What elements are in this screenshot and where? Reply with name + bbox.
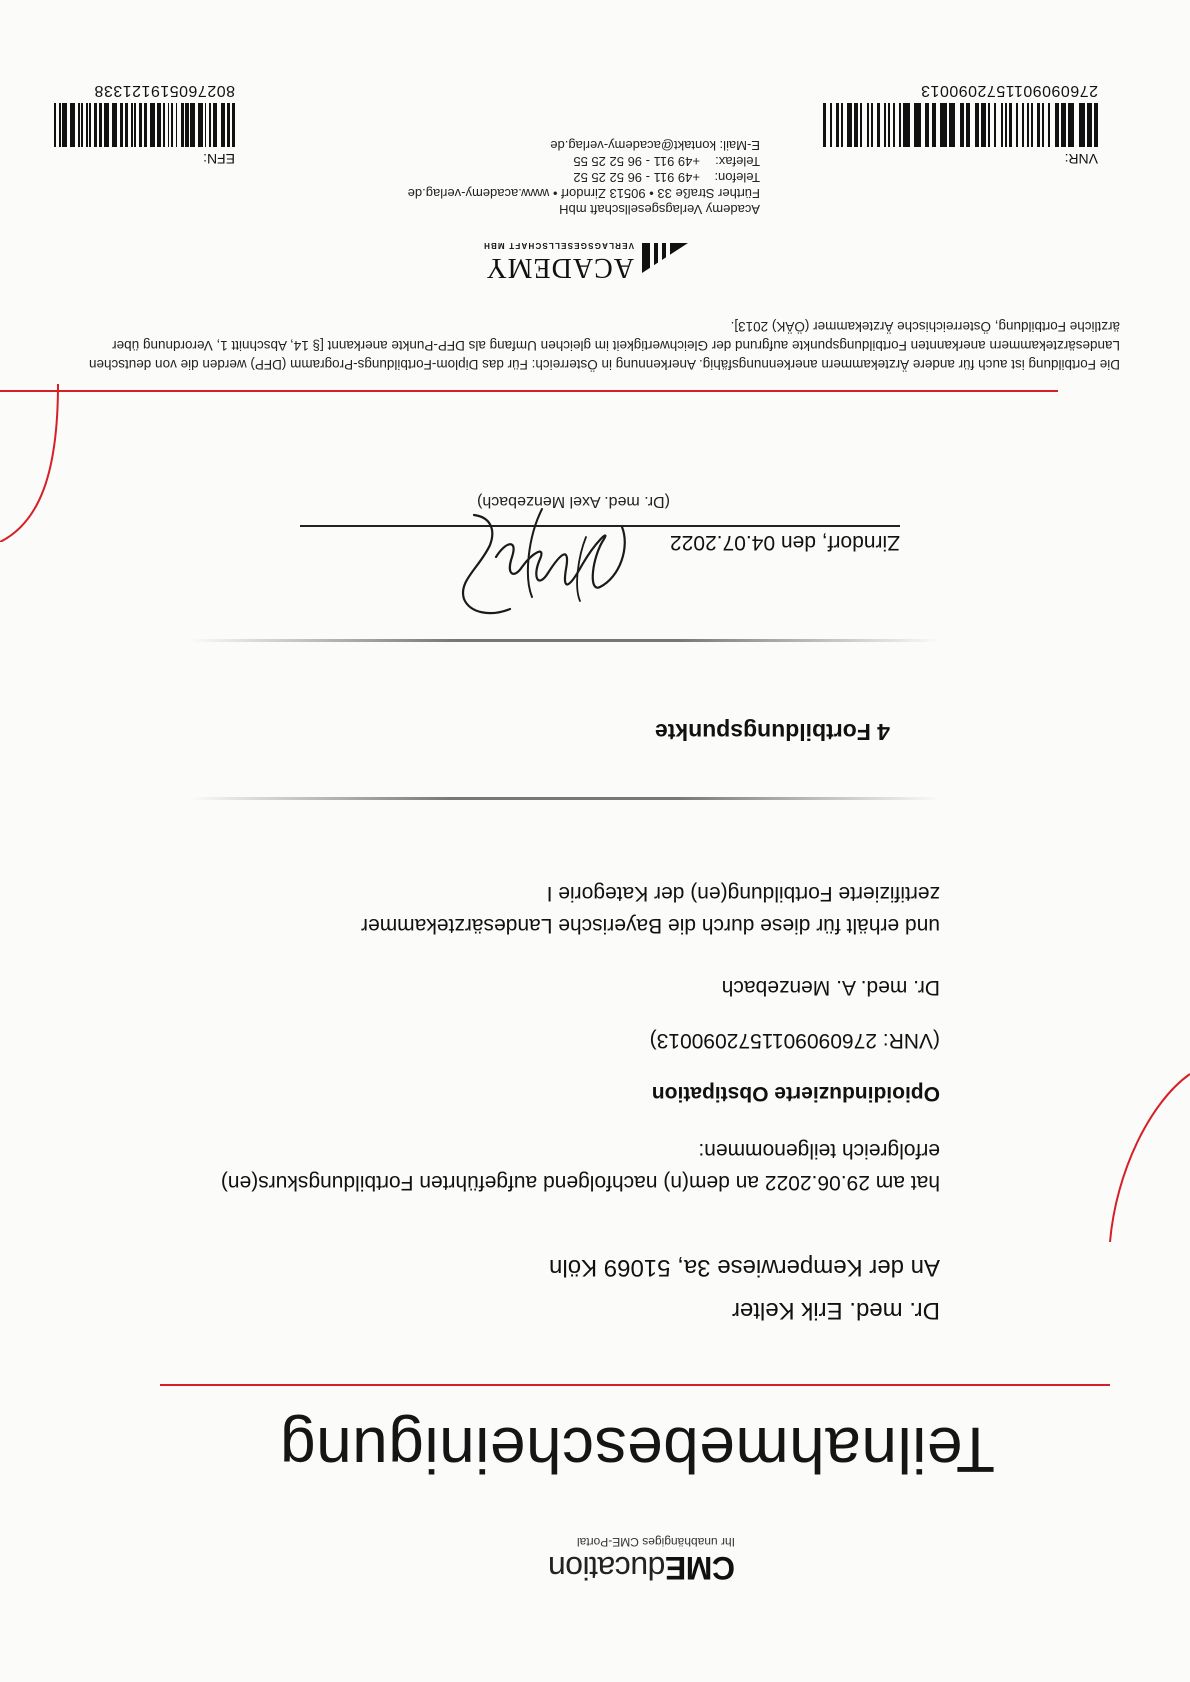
barcode-gap: [1092, 103, 1094, 147]
barcode-bar: [213, 103, 218, 147]
barcode-gap: [839, 103, 841, 147]
barcode-gap: [61, 103, 63, 147]
barcode-gap: [1029, 103, 1031, 147]
barcode-gap: [979, 103, 981, 147]
barcode-gap: [147, 103, 150, 147]
barcode-bar: [198, 103, 203, 147]
fax-number: +49 911 - 96 52 25 55: [573, 154, 700, 169]
barcode-bar: [120, 103, 123, 147]
barcode-bar: [139, 103, 142, 147]
barcode-bar: [1048, 103, 1050, 147]
vnr-barcode-block: [818, 81, 1098, 167]
barcode-bar: [99, 103, 102, 147]
barcode-gap: [102, 103, 104, 147]
barcode-gap: [1085, 103, 1087, 147]
barcode-bar: [836, 103, 838, 147]
course-title: Opioidinduzierte Obstipation: [651, 1082, 940, 1105]
barcode-gap: [117, 103, 120, 147]
barcode-bar: [81, 103, 83, 147]
barcode-bar: [899, 103, 901, 147]
barcode-gap: [128, 103, 131, 147]
barcode-bar: [884, 103, 886, 147]
logo-cme-text: CME: [665, 1550, 735, 1586]
barcode-gap: [80, 103, 82, 147]
barcode-bar: [209, 103, 211, 147]
legal-note: Die Fortbildung ist auch für andere Ärztekammern anerkennungsfähig. Anerkennung in Österreich: Für das Diplom-Fortbildungs-Programm (DFP) werden die von deutschen Landesärztekammern anerkannten Fortbildungspunkte aufgrund der Gleichwertigkeit im gleichen Umfang als DFP-Punkte anerkannt [§ 14, Abschnitt 1, Verordnung über ärztliche Fortbildung, Österreichische Ärztekammer (ÖÄK) 2013].: [89, 319, 1120, 372]
barcode-gap: [832, 103, 836, 147]
efn-barcode-block: [50, 81, 235, 167]
cme-education-logo: [435, 1535, 735, 1585]
barcode-bar: [867, 103, 869, 147]
barcode-bar: [1061, 103, 1065, 147]
barcode-bar: [893, 103, 895, 147]
barcode-gap: [1074, 103, 1078, 147]
barcode-bar: [70, 103, 75, 147]
points-awarded: 4 Fortbildungspunkte: [654, 719, 890, 745]
barcode-gap: [155, 103, 157, 147]
barcode-bar: [932, 103, 936, 147]
barcode-bar: [871, 103, 873, 147]
barcode-gap: [1044, 103, 1048, 147]
barcode-bar: [975, 103, 979, 147]
barcode-gap: [910, 103, 914, 147]
logo-education-text: ducation: [548, 1550, 666, 1586]
barcode-gap: [1050, 103, 1054, 147]
barcode-bar: [1005, 103, 1007, 147]
barcode-gap: [195, 103, 198, 147]
barcode-gap: [964, 103, 966, 147]
barcode-gap: [862, 103, 866, 147]
barcode-gap: [936, 103, 940, 147]
barcode-bar: [1009, 103, 1011, 147]
barcode-gap: [217, 103, 220, 147]
barcode-gap: [211, 103, 213, 147]
barcode-bar: [89, 103, 91, 147]
publisher-address: Fürther Straße 33 • 90513 Zirndorf • www.academy-verlag.de: [407, 186, 760, 201]
phone-number: +49 911 - 96 52 25 52: [573, 170, 700, 185]
barcode-gap: [843, 103, 847, 147]
course-vnr: (VNR: 2760909011572090013): [649, 1029, 940, 1052]
barcode-gap: [858, 103, 860, 147]
barcode-bar: [823, 103, 825, 147]
barcode-gap: [1059, 103, 1061, 147]
portal-tagline: Ihr unabhängiges CME-Portal: [576, 1535, 735, 1549]
barcode-gap: [161, 103, 163, 147]
barcode-bar: [1055, 103, 1059, 147]
barcode-gap: [88, 103, 90, 147]
barcode-bar: [854, 103, 858, 147]
barcode-gap: [1033, 103, 1037, 147]
barcode-gap: [996, 103, 1000, 147]
barcode-bar: [914, 103, 921, 147]
barcode-gap: [990, 103, 994, 147]
barcode-bar: [1094, 103, 1098, 147]
academy-triangle-icon: [640, 241, 690, 275]
grey-divider-lower: [190, 639, 940, 642]
barcode-gap: [901, 103, 903, 147]
barcode-bar: [134, 103, 136, 147]
barcode-gap: [75, 103, 78, 147]
barcode-gap: [177, 103, 180, 147]
certificate-title: Teilnahmebescheinigung: [279, 1414, 995, 1486]
barcode-bar: [1087, 103, 1091, 147]
barcode-gap: [852, 103, 854, 147]
barcode-gap: [225, 103, 227, 147]
handwritten-signature: [440, 502, 640, 627]
barcode-gap: [929, 103, 931, 147]
barcode-bar: [847, 103, 851, 147]
vnr-barcode: [818, 103, 1098, 147]
barcode-bar: [903, 103, 910, 147]
barcode-bar: [157, 103, 162, 147]
efn-barcode: [50, 103, 235, 147]
barcode-bar: [877, 103, 879, 147]
barcode-bar: [232, 103, 235, 147]
barcode-gap: [184, 103, 186, 147]
barcode-gap: [51, 103, 54, 147]
barcode-bar: [62, 103, 67, 147]
barcode-gap: [921, 103, 925, 147]
barcode-bar: [960, 103, 964, 147]
barcode-bar: [841, 103, 843, 147]
barcode-gap: [206, 103, 209, 147]
barcode-gap: [1066, 103, 1068, 147]
barcode-bar: [144, 103, 147, 147]
barcode-bar: [949, 103, 956, 147]
barcode-bar: [86, 103, 88, 147]
barcode-bar: [171, 103, 173, 147]
barcode-gap: [123, 103, 125, 147]
barcode-bar: [988, 103, 990, 147]
red-divider-top: [160, 1384, 1110, 1386]
award-line-2: zertifizierte Fortbildung(en) der Kategorie I: [546, 882, 940, 905]
barcode-gap: [947, 103, 949, 147]
barcode-gap: [230, 103, 232, 147]
barcode-gap: [67, 103, 70, 147]
publisher-company: Academy Verlagsgesellschaft mbH: [559, 202, 760, 217]
barcode-bar: [104, 103, 109, 147]
barcode-gap: [1007, 103, 1009, 147]
publisher-contact: [320, 137, 760, 217]
barcode-bar: [888, 103, 890, 147]
recipient-name: Dr. med. Erik Kelter: [731, 1297, 940, 1324]
barcode-gap: [895, 103, 899, 147]
barcode-bar: [1001, 103, 1003, 147]
barcode-gap: [986, 103, 988, 147]
barcode-bar: [994, 103, 996, 147]
course-author: Dr. med. A. Menzebach: [721, 976, 940, 999]
barcode-gap: [165, 103, 168, 147]
red-divider-bottom: [0, 390, 1058, 392]
barcode-gap: [97, 103, 99, 147]
barcode-bar: [1079, 103, 1086, 147]
barcode-gap: [1040, 103, 1042, 147]
barcode-bar: [830, 103, 832, 147]
barcode-bar: [190, 103, 195, 147]
barcode-gap: [819, 103, 823, 147]
barcode-bar: [59, 103, 61, 147]
barcode-gap: [189, 103, 191, 147]
barcode-gap: [873, 103, 877, 147]
academy-logo-name: ACADEMY: [485, 252, 634, 283]
red-swoosh-top-left: [1100, 1072, 1190, 1242]
barcode-bar: [125, 103, 128, 147]
barcode-bar: [176, 103, 178, 147]
barcode-bar: [163, 103, 165, 147]
barcode-gap: [109, 103, 112, 147]
academy-logo: [390, 241, 690, 282]
publisher-email: E-Mail: kontakt@academy-verlag.de: [550, 138, 760, 153]
barcode-bar: [205, 103, 207, 147]
barcode-bar: [168, 103, 170, 147]
barcode-bar: [112, 103, 117, 147]
barcode-bar: [54, 103, 56, 147]
vnr-number: 2760909011572090013: [920, 82, 1098, 99]
place-and-date: Zirndorf, den 04.07.2022: [670, 531, 900, 554]
award-line-1: und erhält für diese durch die Bayerische Landesärztekammer: [361, 914, 940, 937]
barcode-gap: [955, 103, 959, 147]
barcode-gap: [1018, 103, 1022, 147]
barcode-gap: [169, 103, 171, 147]
signatory-name: (Dr. med. Axel Menzebach): [477, 493, 670, 510]
attendance-line-2: erfolgreich teilgenommen:: [698, 1139, 940, 1162]
barcode-bar: [185, 103, 188, 147]
barcode-bar: [966, 103, 970, 147]
barcode-bar: [150, 103, 155, 147]
barcode-bar: [925, 103, 929, 147]
grey-divider-upper: [190, 797, 940, 800]
barcode-bar: [1022, 103, 1024, 147]
academy-logo-subtitle: VERLAGSGESELLSCHAFT MBH: [482, 241, 634, 250]
barcode-bar: [1031, 103, 1033, 147]
barcode-gap: [133, 103, 135, 147]
barcode-gap: [880, 103, 884, 147]
barcode-bar: [860, 103, 862, 147]
barcode-gap: [890, 103, 892, 147]
barcode-bar: [221, 103, 226, 147]
vnr-label: VNR:: [1064, 151, 1098, 167]
barcode-gap: [1003, 103, 1005, 147]
attendance-line-1: hat am 29.06.2022 an dem(n) nachfolgend aufgeführten Fortbildungskurs(en): [220, 1171, 940, 1194]
recipient-address: An der Kemperwiese 3a, 51069 Köln: [549, 1254, 940, 1281]
barcode-bar: [1016, 103, 1018, 147]
barcode-gap: [886, 103, 888, 147]
barcode-bar: [1037, 103, 1039, 147]
barcode-bar: [940, 103, 947, 147]
phone-label: Telefon:: [714, 170, 760, 185]
efn-number: 802760519121338: [94, 82, 235, 99]
barcode-gap: [83, 103, 86, 147]
barcode-bar: [1042, 103, 1044, 147]
barcode-gap: [826, 103, 830, 147]
red-swoosh-bottom-right: [0, 382, 60, 542]
barcode-bar: [78, 103, 80, 147]
fax-label: Telefax:: [715, 154, 760, 169]
barcode-gap: [56, 103, 59, 147]
barcode-gap: [91, 103, 94, 147]
barcode-bar: [94, 103, 97, 147]
barcode-gap: [142, 103, 144, 147]
barcode-bar: [181, 103, 184, 147]
efn-label: EFN:: [203, 151, 235, 167]
barcode-gap: [173, 103, 176, 147]
barcode-gap: [1025, 103, 1027, 147]
barcode-gap: [136, 103, 139, 147]
barcode-bar: [227, 103, 230, 147]
barcode-bar: [981, 103, 985, 147]
barcode-bar: [1068, 103, 1075, 147]
barcode-gap: [970, 103, 974, 147]
barcode-gap: [203, 103, 205, 147]
barcode-gap: [869, 103, 871, 147]
barcode-bar: [131, 103, 133, 147]
barcode-gap: [1012, 103, 1016, 147]
barcode-bar: [1027, 103, 1029, 147]
